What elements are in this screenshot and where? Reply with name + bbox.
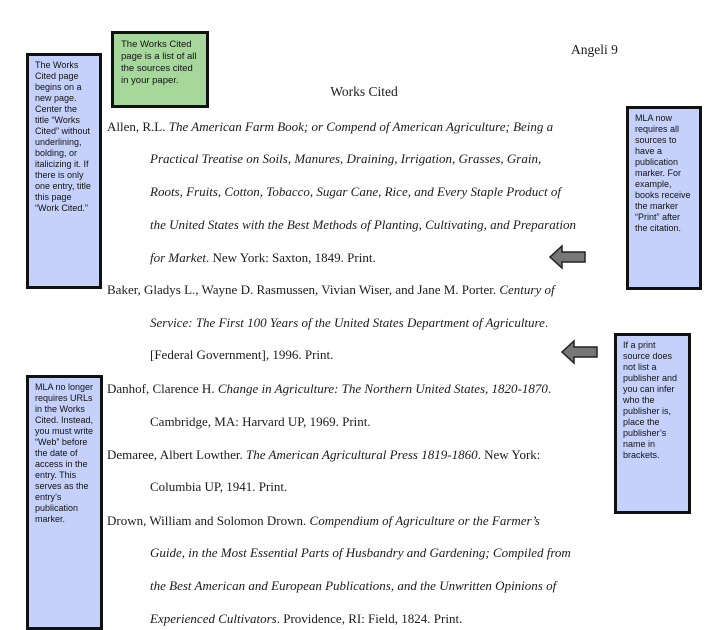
page-title: Works Cited xyxy=(330,84,398,99)
entry-line: Allen, R.L. The American Farm Book; or Compend of American Agriculture; Being a xyxy=(107,119,554,134)
entry-line: for Market. New York: Saxton, 1849. Print. xyxy=(150,250,376,265)
entry-line: Service: The First 100 Years of the United States Department of Agriculture. xyxy=(150,315,549,330)
entry-line: Roots, Fruits, Cotton, Tobacco, Sugar Cane, Rice, and Every Staple Product of xyxy=(150,184,562,199)
entry-line: the United States with the Best Methods of Planting, Cultivating, and Preparation xyxy=(150,217,576,232)
note-new-page: The Works Cited page begins on a new page. Center the title “Works Cited” without underlining, bolding, or italicizing it. If there is only one entry, title this page “Work Cited.” xyxy=(26,53,102,289)
entry-line: Baker, Gladys L., Wayne D. Rasmussen, Vivian Wiser, and Jane M. Porter. Century of xyxy=(107,282,555,297)
entry-line: the Best American and European Publications, and the Unwritten Opinions of xyxy=(150,578,557,593)
entry-line: Cambridge, MA: Harvard UP, 1969. Print. xyxy=(150,414,371,429)
entry-line: Demaree, Albert Lowther. The American Agricultural Press 1819-1860. New York: xyxy=(107,447,541,462)
entry-line: Drown, William and Solomon Drown. Compendium of Agriculture or the Farmer’s xyxy=(107,513,540,528)
note-publisher-brackets: If a print source does not list a publisher and you can infer who the publisher is, place the publisher’s name in brackets. xyxy=(614,333,691,514)
running-head: Angeli 9 xyxy=(571,42,618,57)
entry-line: Columbia UP, 1941. Print. xyxy=(150,479,288,494)
note-no-urls: MLA no longer requires URLs in the Works Cited. Instead, you must write “Web” before the date of access in the entry. This serves as the entry’s publication marker. xyxy=(26,375,103,630)
left-arrow-icon xyxy=(549,244,587,270)
left-arrow-icon xyxy=(561,339,599,365)
entry-line: Danhof, Clarence H. Change in Agriculture: The Northern United States, 1820-1870. xyxy=(107,381,552,396)
note-list-of-sources: The Works Cited page is a list of all the sources cited in your paper. xyxy=(111,31,209,108)
entry-line: Guide, in the Most Essential Parts of Husbandry and Gardening; Compiled from xyxy=(150,545,571,560)
note-publication-marker: MLA now requires all sources to have a publication marker. For example, books receive the marker “Print” after the citation. xyxy=(626,106,702,290)
entry-line: [Federal Government], 1996. Print. xyxy=(150,347,334,362)
entry-line: Experienced Cultivators. Providence, RI: Field, 1824. Print. xyxy=(150,611,463,626)
entry-line: Practical Treatise on Soils, Manures, Draining, Irrigation, Grasses, Grain, xyxy=(150,151,542,166)
